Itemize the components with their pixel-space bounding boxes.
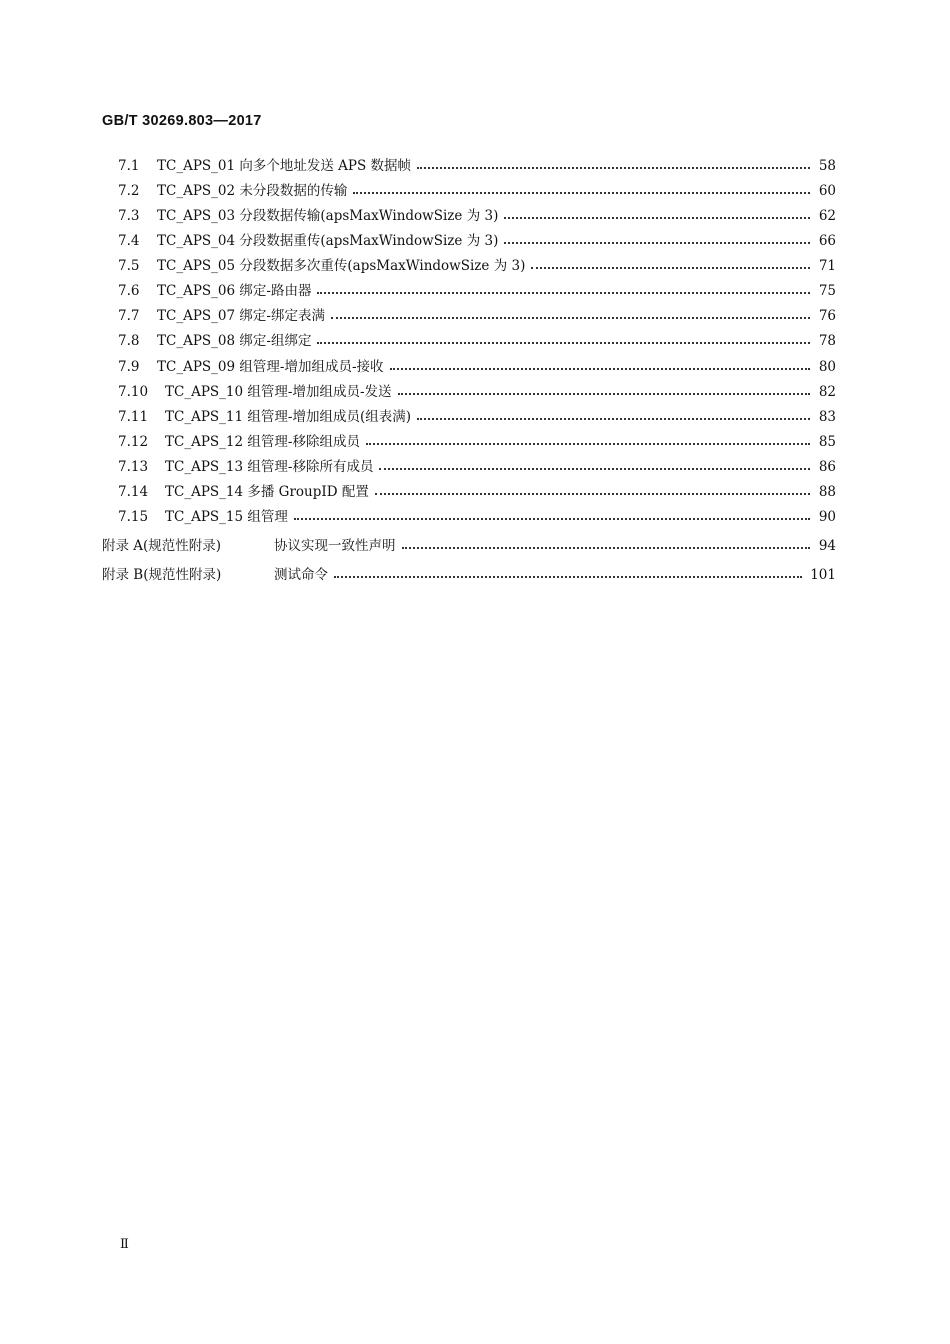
toc-entry-number: 7.12	[118, 434, 149, 450]
toc-entry[interactable]	[0, 431, 950, 453]
toc-entry[interactable]	[0, 305, 950, 327]
toc-entry-page: 88	[818, 484, 836, 500]
toc-dot-leader	[502, 230, 812, 252]
toc-entry-title-wrap	[157, 356, 812, 378]
toc-entry-page: 75	[818, 283, 836, 299]
toc-entry-page: 76	[818, 308, 836, 324]
toc-entry-page: 62	[818, 208, 836, 224]
toc-entry-title-wrap	[157, 155, 812, 177]
toc-dot-leader	[396, 381, 812, 403]
toc-entry[interactable]	[0, 155, 950, 177]
toc-entry-title-wrap	[165, 406, 812, 428]
toc-entry-title: TC_APS_09 组管理-增加组成员-接收	[157, 356, 388, 378]
toc-entry[interactable]	[0, 255, 950, 277]
toc-entry-title-wrap	[157, 180, 812, 202]
toc-entry-page: 101	[810, 567, 836, 583]
toc-dot-leader	[364, 431, 812, 453]
toc-entry-page: 78	[818, 333, 836, 349]
toc-dot-leader	[377, 456, 812, 478]
toc-entry-title-wrap	[165, 506, 812, 528]
toc-entry[interactable]	[0, 356, 950, 378]
toc-entry-title: TC_APS_03 分段数据传输(apsMaxWindowSize 为 3)	[157, 205, 502, 227]
toc-entry-number: 7.6	[118, 283, 140, 299]
toc-entry-page: 58	[818, 158, 836, 174]
toc-entry-number: 7.7	[118, 308, 140, 324]
toc-entry-page: 60	[818, 183, 836, 199]
toc-entry-title-wrap	[274, 535, 812, 557]
toc-dot-leader	[315, 280, 812, 302]
toc-entry-title: TC_APS_10 组管理-增加组成员-发送	[165, 381, 396, 403]
toc-dot-leader	[400, 535, 813, 557]
toc-entry-page: 71	[818, 258, 836, 274]
toc-entry-number: 7.3	[118, 208, 140, 224]
toc-entry-title: TC_APS_02 未分段数据的传输	[157, 180, 351, 202]
toc-dot-leader	[502, 205, 812, 227]
toc-entry[interactable]	[0, 205, 950, 227]
toc-dot-leader	[351, 180, 812, 202]
toc-entry[interactable]	[0, 381, 950, 403]
toc-entry-page: 83	[818, 409, 836, 425]
toc-entry-title-wrap	[157, 255, 812, 277]
toc-dot-leader	[388, 356, 812, 378]
toc-entry-page: 66	[818, 233, 836, 249]
toc-entry-number: 7.1	[118, 158, 140, 174]
toc-entry-number: 7.2	[118, 183, 140, 199]
toc-dot-leader	[315, 330, 812, 352]
toc-entry-page: 90	[818, 509, 836, 525]
toc-entry-number: 7.4	[118, 233, 140, 249]
toc-entry-number: 7.9	[118, 359, 140, 375]
toc-entry-title-wrap	[165, 481, 812, 503]
toc-entry[interactable]	[0, 481, 950, 503]
toc-dot-leader	[529, 255, 812, 277]
toc-entry-number: 7.8	[118, 333, 140, 349]
toc-entry-title-wrap	[157, 280, 812, 302]
toc-dot-leader	[415, 155, 812, 177]
toc-entry-title: TC_APS_07 绑定-绑定表满	[157, 305, 329, 327]
toc-entry-title: TC_APS_12 组管理-移除组成员	[165, 431, 364, 453]
toc-entry-title-wrap	[157, 230, 812, 252]
standard-number-header: GB/T 30269.803—2017	[102, 113, 262, 129]
toc-entry-title: TC_APS_13 组管理-移除所有成员	[165, 456, 377, 478]
toc-entry[interactable]	[0, 406, 950, 428]
toc-dot-leader	[332, 564, 804, 586]
toc-entry-title-wrap	[165, 431, 812, 453]
toc-entry[interactable]	[0, 330, 950, 352]
toc-appendix-title: 协议实现一致性声明	[274, 535, 400, 557]
toc-entry[interactable]	[0, 230, 950, 252]
toc-entry-title-wrap	[165, 456, 812, 478]
toc-entry-number: 7.10	[118, 384, 149, 400]
toc-entry-title: TC_APS_11 组管理-增加组成员(组表满)	[165, 406, 415, 428]
toc-entry-number: 7.13	[118, 459, 149, 475]
toc-appendix-label: 附录 B(规范性附录)	[102, 567, 222, 583]
toc-entry-title: TC_APS_05 分段数据多次重传(apsMaxWindowSize 为 3)	[157, 255, 529, 277]
toc-entry-title: TC_APS_14 多播 GroupID 配置	[165, 481, 373, 503]
toc-entry-page: 85	[818, 434, 836, 450]
toc-dot-leader	[329, 305, 812, 327]
toc-entry-number: 7.15	[118, 509, 149, 525]
toc-appendix-b[interactable]	[0, 564, 950, 586]
toc-entry-title-wrap	[274, 564, 804, 586]
toc-entry-title: TC_APS_04 分段数据重传(apsMaxWindowSize 为 3)	[157, 230, 502, 252]
toc-appendix-label: 附录 A(规范性附录)	[102, 538, 222, 554]
toc-dot-leader	[373, 481, 812, 503]
toc-entry-title-wrap	[165, 381, 812, 403]
toc-appendix-a[interactable]	[0, 535, 950, 557]
toc-entry-title: TC_APS_08 绑定-组绑定	[157, 330, 315, 352]
toc-appendix-title: 测试命令	[274, 564, 332, 586]
toc-entry-title-wrap	[157, 205, 812, 227]
toc-entry-number: 7.11	[118, 409, 149, 425]
toc-entry[interactable]	[0, 456, 950, 478]
toc-entry-title-wrap	[157, 330, 812, 352]
toc-entry-page: 94	[818, 538, 836, 554]
toc-entry[interactable]	[0, 506, 950, 528]
toc-entry[interactable]	[0, 280, 950, 302]
toc-entry-title-wrap	[157, 305, 812, 327]
toc-entry-number: 7.5	[118, 258, 140, 274]
toc-entry[interactable]	[0, 180, 950, 202]
toc-entry-title: TC_APS_15 组管理	[165, 506, 292, 528]
toc-entry-number: 7.14	[118, 484, 149, 500]
toc-entry-title: TC_APS_06 绑定-路由器	[157, 280, 315, 302]
toc-dot-leader	[415, 406, 812, 428]
toc-dot-leader	[292, 506, 812, 528]
toc-entry-page: 80	[818, 359, 836, 375]
toc-entry-page: 82	[818, 384, 836, 400]
toc-entry-page: 86	[818, 459, 836, 475]
page-number: Ⅱ	[120, 1237, 129, 1252]
toc-entry-title: TC_APS_01 向多个地址发送 APS 数据帧	[157, 155, 415, 177]
